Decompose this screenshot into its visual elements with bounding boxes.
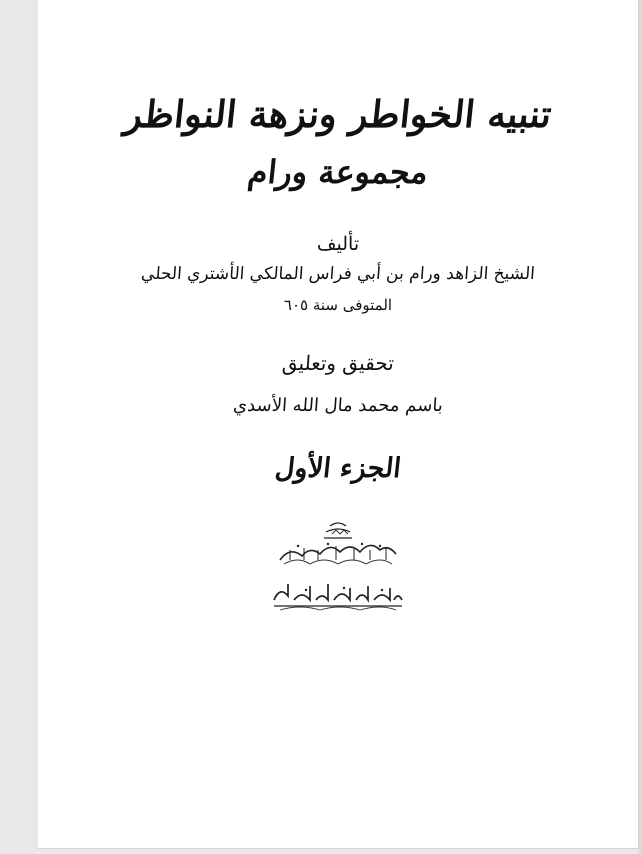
verification-label: تحقيق وتعليق xyxy=(281,351,395,375)
book-subtitle: مجموعة ورام xyxy=(246,153,430,191)
publisher-calligraphy-emblem-icon xyxy=(270,520,406,616)
author-label: تأليف xyxy=(316,233,360,255)
editor-name: باسم محمد مال الله الأسدي xyxy=(232,395,444,416)
author-death-year: المتوفى سنة ٦٠٥ xyxy=(283,296,393,314)
author-name: الشيخ الزاهد ورام بن أبي فراس المالكي الأشتري الحلي xyxy=(140,264,536,284)
book-title: تنبيه الخواطر ونزهة النواظر xyxy=(122,92,554,136)
cover-page xyxy=(38,0,639,849)
volume-label: الجزء الأول xyxy=(273,453,403,484)
